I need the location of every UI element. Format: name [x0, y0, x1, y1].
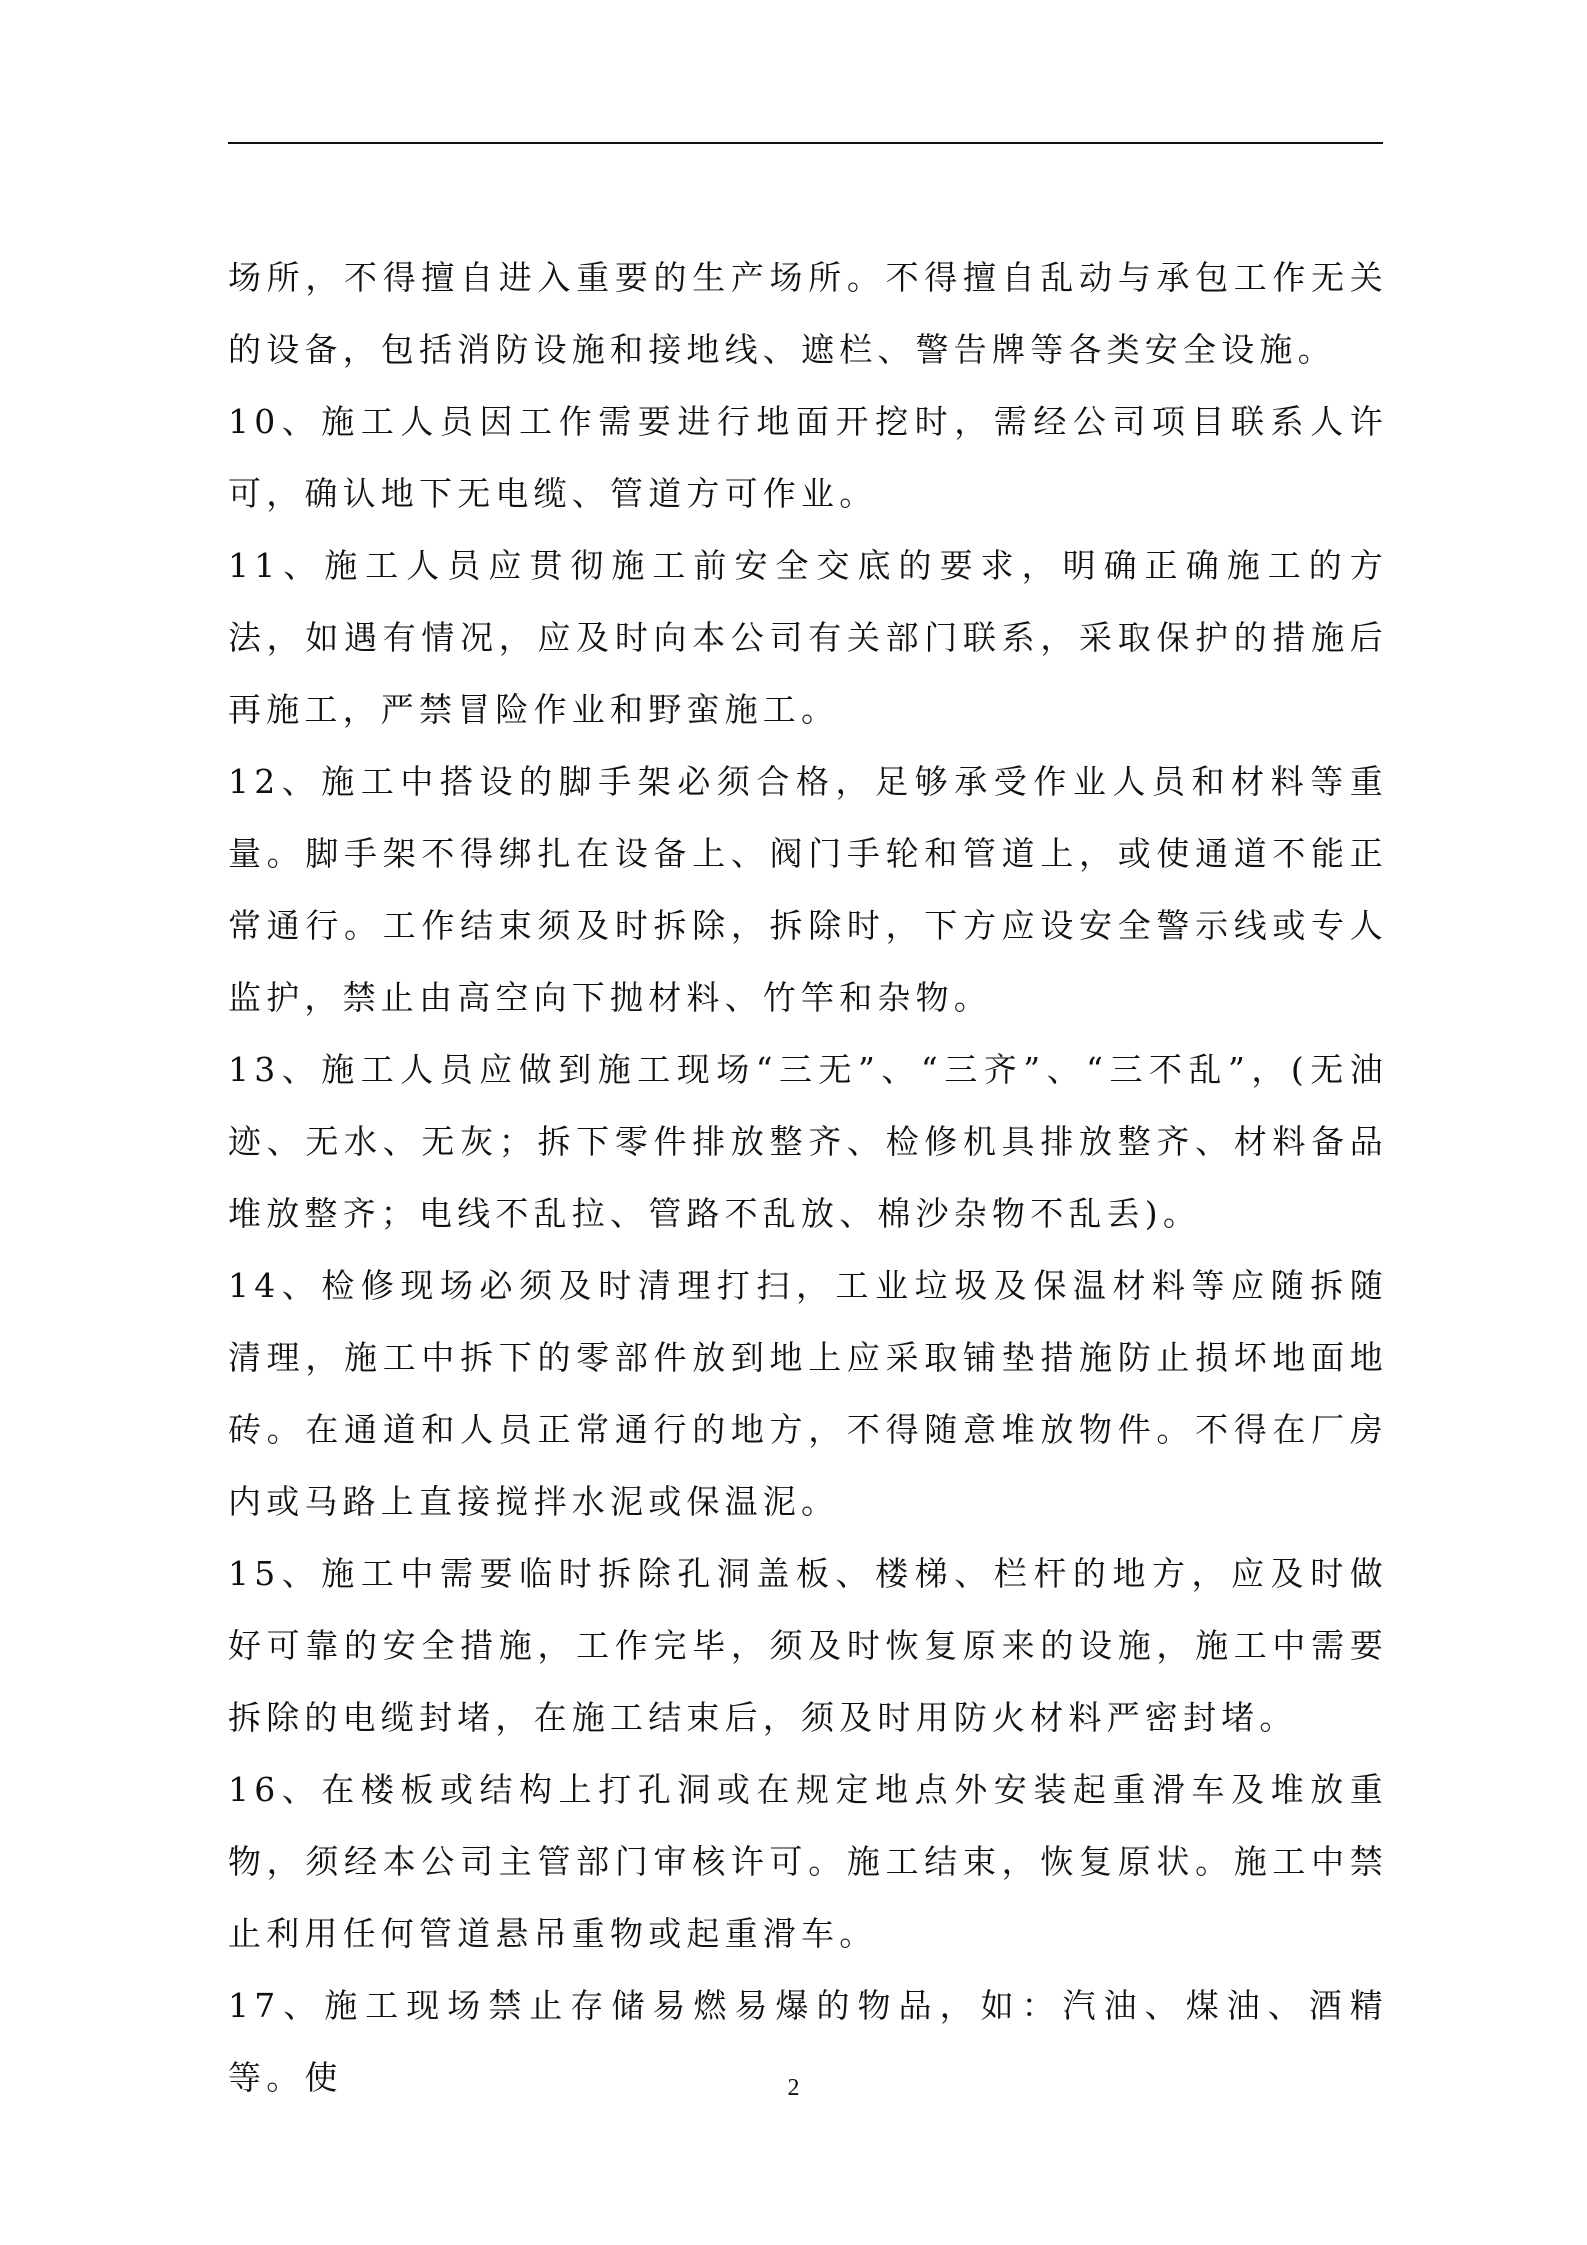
paragraph-item-16: 16、在楼板或结构上打孔洞或在规定地点外安装起重滑车及堆放重物，须经本公司主管部门审核许可。施工结束，恢复原状。施工中禁止利用任何管道悬吊重物或起重滑车。 [228, 1770, 1388, 1953]
paragraph-continuation: 场所，不得擅自进入重要的生产场所。不得擅自乱动与承包工作无关的设备，包括消防设施和接地线、遮栏、警告牌等各类安全设施。 [228, 258, 1388, 369]
paragraph-item-15: 15、施工中需要临时拆除孔洞盖板、楼梯、栏杆的地方，应及时做好可靠的安全措施，工作完毕，须及时恢复原来的设施，施工中需要拆除的电缆封堵，在施工结束后，须及时用防火材料严密封堵。 [228, 1554, 1388, 1737]
paragraph-item-10: 10、施工人员因工作需要进行地面开挖时，需经公司项目联系人许可，确认地下无电缆、管道方可作业。 [228, 402, 1388, 513]
body-text [228, 242, 1388, 2114]
paragraph-item-13: 13、施工人员应做到施工现场“三无”、“三齐”、“三不乱”，(无油迹、无水、无灰；拆下零件排放整齐、检修机具排放整齐、材料备品堆放整齐；电线不乱拉、管路不乱放、棉沙杂物不乱丢)。 [228, 1050, 1388, 1233]
paragraph-item-12: 12、施工中搭设的脚手架必须合格，足够承受作业人员和材料等重量。脚手架不得绑扎在设备上、阀门手轮和管道上，或使通道不能正常通行。工作结束须及时拆除，拆除时，下方应设安全警示线或专人监护，禁止由高空向下抛材料、竹竿和杂物。 [228, 762, 1388, 1017]
page-number: 2 [787, 2075, 800, 2101]
paragraph-item-17: 17、施工现场禁止存储易燃易爆的物品，如：汽油、煤油、酒精等。使 [228, 1986, 1388, 2097]
header-rule [228, 142, 1383, 144]
paragraph-item-14: 14、检修现场必须及时清理打扫，工业垃圾及保温材料等应随拆随清理，施工中拆下的零部件放到地上应采取铺垫措施防止损坏地面地砖。在通道和人员正常通行的地方，不得随意堆放物件。不得在厂房内或马路上直接搅拌水泥或保温泥。 [228, 1266, 1388, 1521]
paragraph-item-11: 11、施工人员应贯彻施工前安全交底的要求，明确正确施工的方法，如遇有情况，应及时向本公司有关部门联系，采取保护的措施后再施工，严禁冒险作业和野蛮施工。 [228, 546, 1388, 729]
